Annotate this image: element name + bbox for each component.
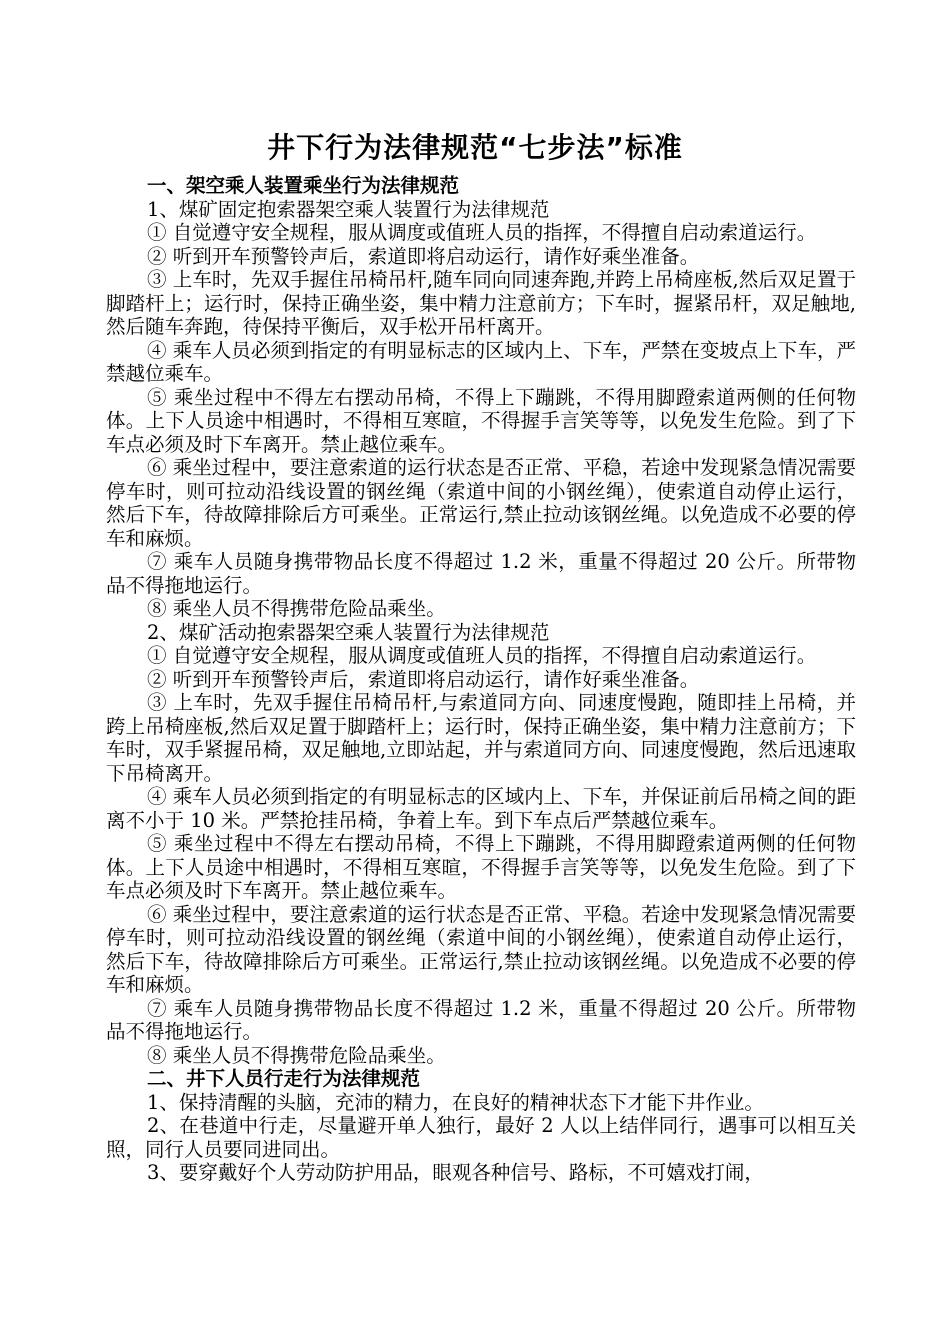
paragraph: ⑥ 乘坐过程中，要注意索道的运行状态是否正常、平稳，若途中发现紧急情况需要停车时，则可拉动沿线设置的钢丝绳（索道中间的小钢丝绳），使索道自动停止运行，然后下车，待故障排除后方可乘坐。正常运行,禁止拉动该钢丝绳。以免造成不必要的停车和麻烦。 xyxy=(106,456,856,550)
section-heading: 一、架空乘人装置乘坐行为法律规范 xyxy=(147,174,460,197)
paragraph: ⑦ 乘车人员随身携带物品长度不得超过 1.2 米，重量不得超过 20 公斤。所带物品不得拖地运行。 xyxy=(106,996,856,1043)
paragraph: ⑧ 乘坐人员不得携带危险品乘坐。 xyxy=(147,1043,446,1067)
paragraph: ① 自觉遵守安全规程，服从调度或值班人员的指挥，不得擅自启动索道运行。 xyxy=(147,221,817,244)
paragraph: 1、煤矿固定抱索器架空乘人装置行为法律规范 xyxy=(147,197,550,221)
paragraph: 2、在巷道中行走，尽量避开单人独行，最好 2 人以上结伴同行，遇事可以相互关照，同行人员要同进同出。 xyxy=(106,1114,856,1161)
paragraph: ③ 上车时，先双手握住吊椅吊杆,与索道同方向、同速度慢跑，随即挂上吊椅，并跨上吊椅座板,然后双足置于脚踏杆上；运行时，保持正确坐姿，集中精力注意前方；下车时，双手紧握吊椅，双足触地,立即站起，并与索道同方向、同速度慢跑，然后迅速取下吊椅离开。 xyxy=(106,691,856,785)
document-body xyxy=(106,174,856,1185)
paragraph: ④ 乘车人员必须到指定的有明显标志的区域内上、下车，严禁在变坡点上下车，严禁越位乘车。 xyxy=(106,338,856,385)
paragraph: ④ 乘车人员必须到指定的有明显标志的区域内上、下车，并保证前后吊椅之间的距离不小于 10 米。严禁抢挂吊椅，争着上车。到下车点后严禁越位乘车。 xyxy=(106,785,856,832)
section-heading: 二、井下人员行走行为法律规范 xyxy=(147,1067,421,1090)
document-title: 井下行为法律规范“七步法”标准 xyxy=(267,131,683,164)
paragraph: ⑦ 乘车人员随身携带物品长度不得超过 1.2 米，重量不得超过 20 公斤。所带物品不得拖地运行。 xyxy=(106,550,856,597)
paragraph: ② 听到开车预警铃声后，索道即将启动运行，请作好乘坐准备。 xyxy=(147,244,700,268)
paragraph: ⑤ 乘坐过程中不得左右摆动吊椅，不得上下蹦跳，不得用脚蹬索道两侧的任何物体。上下人员途中相遇时，不得相互寒暄，不得握手言笑等等，以免发生危险。到了下车点必须及时下车离开。禁止越位乘车。 xyxy=(106,385,856,456)
paragraph: 2、煤矿活动抱索器架空乘人装置行为法律规范 xyxy=(147,620,550,644)
paragraph: ② 听到开车预警铃声后，索道即将启动运行，请作好乘坐准备。 xyxy=(147,667,700,691)
paragraph: ⑤ 乘坐过程中不得左右摆动吊椅，不得上下蹦跳，不得用脚蹬索道两侧的任何物体。上下人员途中相遇时，不得相互寒暄，不得握手言笑等等，以免发生危险。到了下车点必须及时下车离开。禁止越位乘车。 xyxy=(106,832,856,902)
paragraph: ⑥ 乘坐过程中，要注意索道的运行状态是否正常、平稳。若途中发现紧急情况需要停车时，则可拉动沿线设置的钢丝绳（索道中间的小钢丝绳），使索道自动停止运行，然后下车，待故障排除后方可乘坐。正常运行,禁止拉动该钢丝绳。以免造成不必要的停车和麻烦。 xyxy=(106,902,856,996)
paragraph: ① 自觉遵守安全规程，服从调度或值班人员的指挥，不得擅自启动索道运行。 xyxy=(147,644,817,667)
paragraph: ⑧ 乘坐人员不得携带危险品乘坐。 xyxy=(147,597,446,620)
paragraph: 1、保持清醒的头脑，充沛的精力，在良好的精神状态下才能下井作业。 xyxy=(147,1090,764,1114)
paragraph: 3、要穿戴好个人劳动防护用品，眼观各种信号、路标，不可嬉戏打闹， xyxy=(147,1161,764,1184)
paragraph: ③ 上车时，先双手握住吊椅吊杆,随车同向同速奔跑,并跨上吊椅座板,然后双足置于脚踏杆上；运行时，保持正确坐姿，集中精力注意前方；下车时，握紧吊杆，双足触地,然后随车奔跑，待保持平衡后，双手松开吊杆离开。 xyxy=(106,268,856,338)
